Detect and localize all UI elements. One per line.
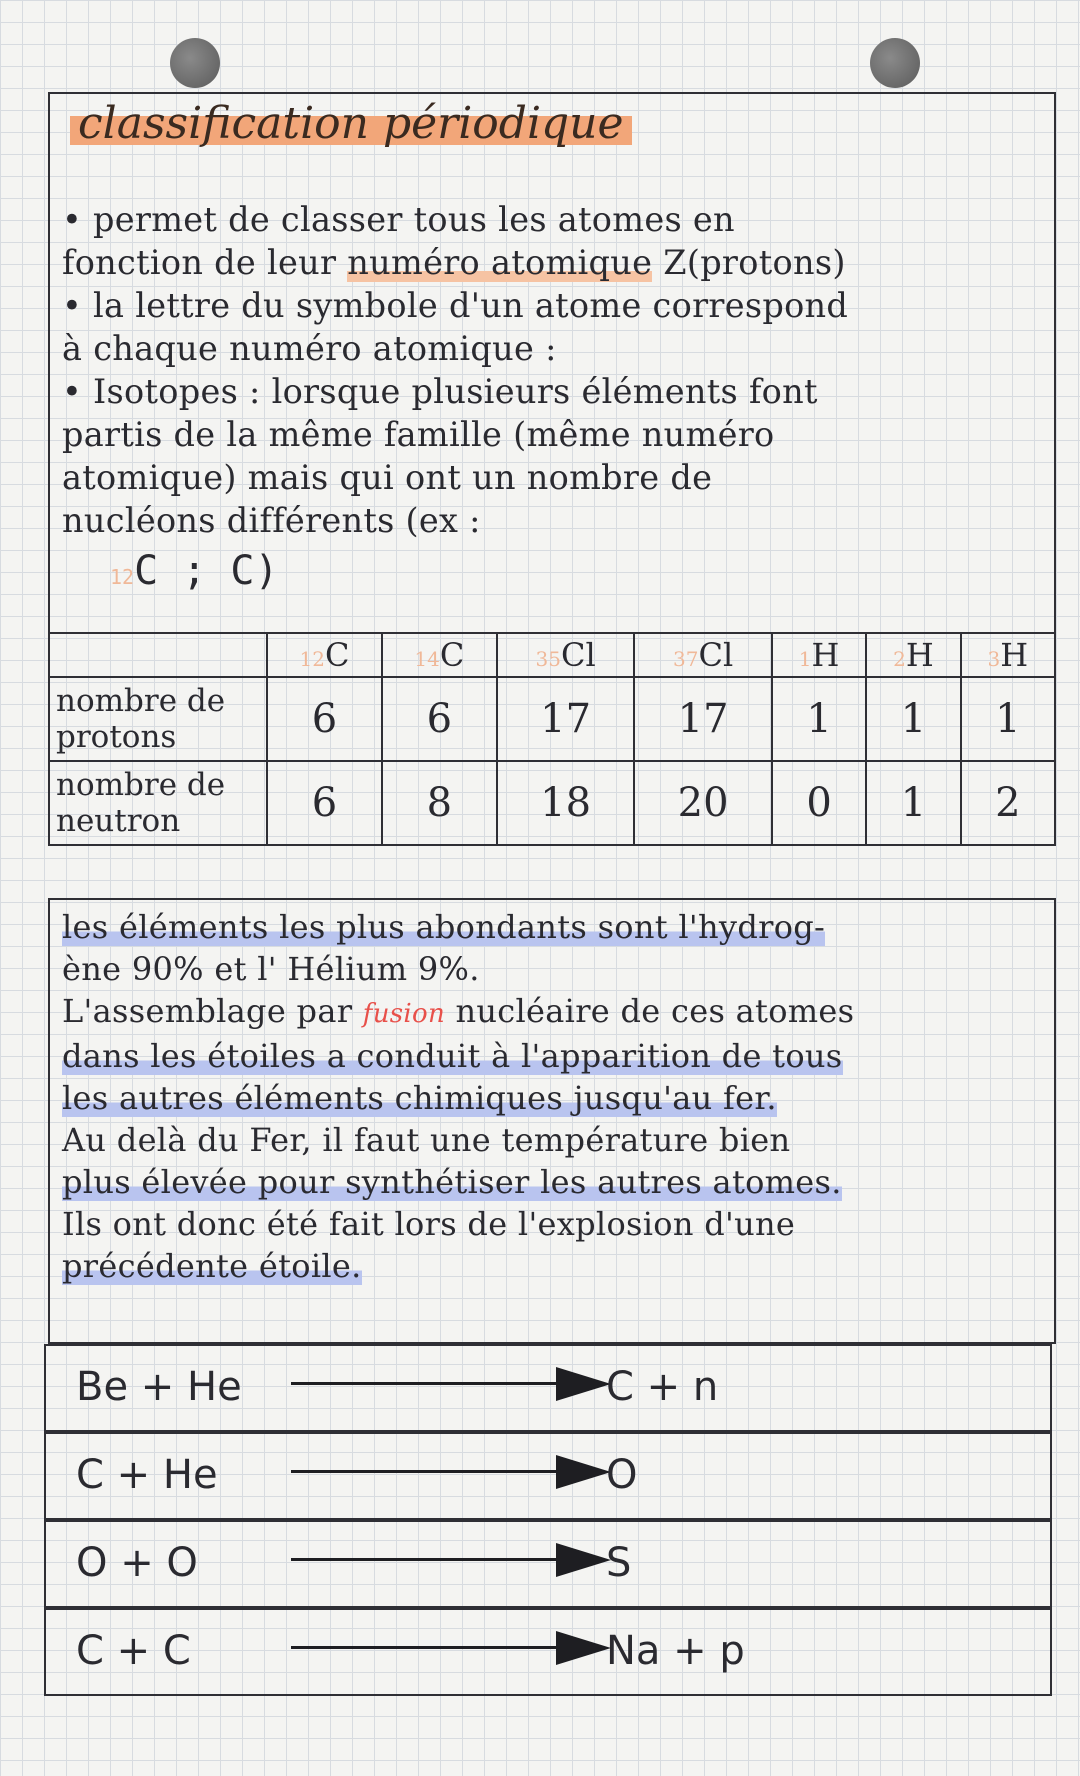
abundance-line: dans les étoiles a conduit à l'apparition de tous — [62, 1037, 843, 1075]
table-cell: 6 — [267, 761, 382, 845]
table-cell: 1 — [772, 677, 866, 761]
isotope-table — [48, 632, 1056, 846]
reaction-arrow-line — [291, 1646, 581, 1649]
reaction-products: Na + p — [606, 1628, 745, 1674]
table-corner — [49, 633, 267, 677]
table-header: 2H — [866, 633, 960, 677]
arrow-head-icon — [556, 1631, 611, 1665]
reaction-arrow-line — [291, 1558, 581, 1561]
binder-hole-right — [870, 38, 920, 88]
isotope-example: 12C ; C) — [110, 548, 279, 594]
abundance-line: précédente étoile. — [62, 1247, 362, 1285]
reaction-reactants: Be + He — [76, 1364, 242, 1410]
intro-line: nucléons différents (ex : — [62, 501, 481, 540]
reaction-row — [44, 1608, 1052, 1696]
reaction-reactants: C + He — [76, 1452, 218, 1498]
reaction-row — [44, 1344, 1052, 1432]
abundance-line: les autres éléments chimiques jusqu'au fer. — [62, 1079, 777, 1117]
page-title: classification périodique — [70, 98, 632, 149]
table-row — [49, 677, 1055, 761]
reaction-row — [44, 1520, 1052, 1608]
table-cell: 8 — [382, 761, 497, 845]
table-cell: 1 — [866, 761, 960, 845]
table-cell: 17 — [634, 677, 772, 761]
table-header: 35Cl — [497, 633, 635, 677]
reaction-reactants: O + O — [76, 1540, 198, 1586]
abundance-line: ène 90% et l' Hélium 9%. — [62, 950, 480, 988]
abundance-line: les éléments les plus abondants sont l'hydrog- — [62, 908, 826, 946]
table-cell: 1 — [961, 677, 1055, 761]
table-cell: 20 — [634, 761, 772, 845]
table-cell: 1 — [866, 677, 960, 761]
reaction-arrow-line — [291, 1382, 581, 1385]
reaction-reactants: C + C — [76, 1628, 191, 1674]
table-row — [49, 761, 1055, 845]
table-cell: 2 — [961, 761, 1055, 845]
arrow-head-icon — [556, 1543, 611, 1577]
intro-line: fonction de leur numéro atomique Z(protons) — [62, 243, 846, 282]
arrow-head-icon — [556, 1455, 611, 1489]
reaction-products: C + n — [606, 1364, 719, 1410]
reaction-products: O — [606, 1452, 638, 1498]
table-header: 37Cl — [634, 633, 772, 677]
arrow-head-icon — [556, 1367, 611, 1401]
reaction-arrow-line — [291, 1470, 581, 1473]
intro-line: atomique) mais qui ont un nombre de — [62, 458, 713, 497]
abundance-line: Au delà du Fer, il faut une température bien — [62, 1121, 791, 1159]
intro-line: • Isotopes : lorsque plusieurs éléments font — [62, 372, 818, 411]
row-label-protons: nombre de protons — [49, 677, 267, 761]
table-header-row — [49, 633, 1055, 677]
binder-hole-left — [170, 38, 220, 88]
table-header: 14C — [382, 633, 497, 677]
abundance-line: L'assemblage par fusion nucléaire de ces atomes — [62, 992, 855, 1030]
table-header: 12C — [267, 633, 382, 677]
abundance-line: plus élevée pour synthétiser les autres atomes. — [62, 1163, 842, 1201]
intro-text — [62, 198, 1052, 542]
intro-line: partis de la même famille (même numéro — [62, 415, 775, 454]
table-cell: 17 — [497, 677, 635, 761]
reaction-row — [44, 1432, 1052, 1520]
table-header: 1H — [772, 633, 866, 677]
table-cell: 0 — [772, 761, 866, 845]
table-header: 3H — [961, 633, 1055, 677]
table-cell: 18 — [497, 761, 635, 845]
abundance-text — [62, 906, 1052, 1287]
table-cell: 6 — [382, 677, 497, 761]
intro-line: • permet de classer tous les atomes en — [62, 200, 735, 239]
intro-line: • la lettre du symbole d'un atome correspond — [62, 286, 849, 325]
table-cell: 6 — [267, 677, 382, 761]
intro-line: à chaque numéro atomique : — [62, 329, 557, 368]
reaction-products: S — [606, 1540, 632, 1586]
row-label-neutrons: nombre de neutron — [49, 761, 267, 845]
abundance-line: Ils ont donc été fait lors de l'explosion d'une — [62, 1205, 796, 1243]
